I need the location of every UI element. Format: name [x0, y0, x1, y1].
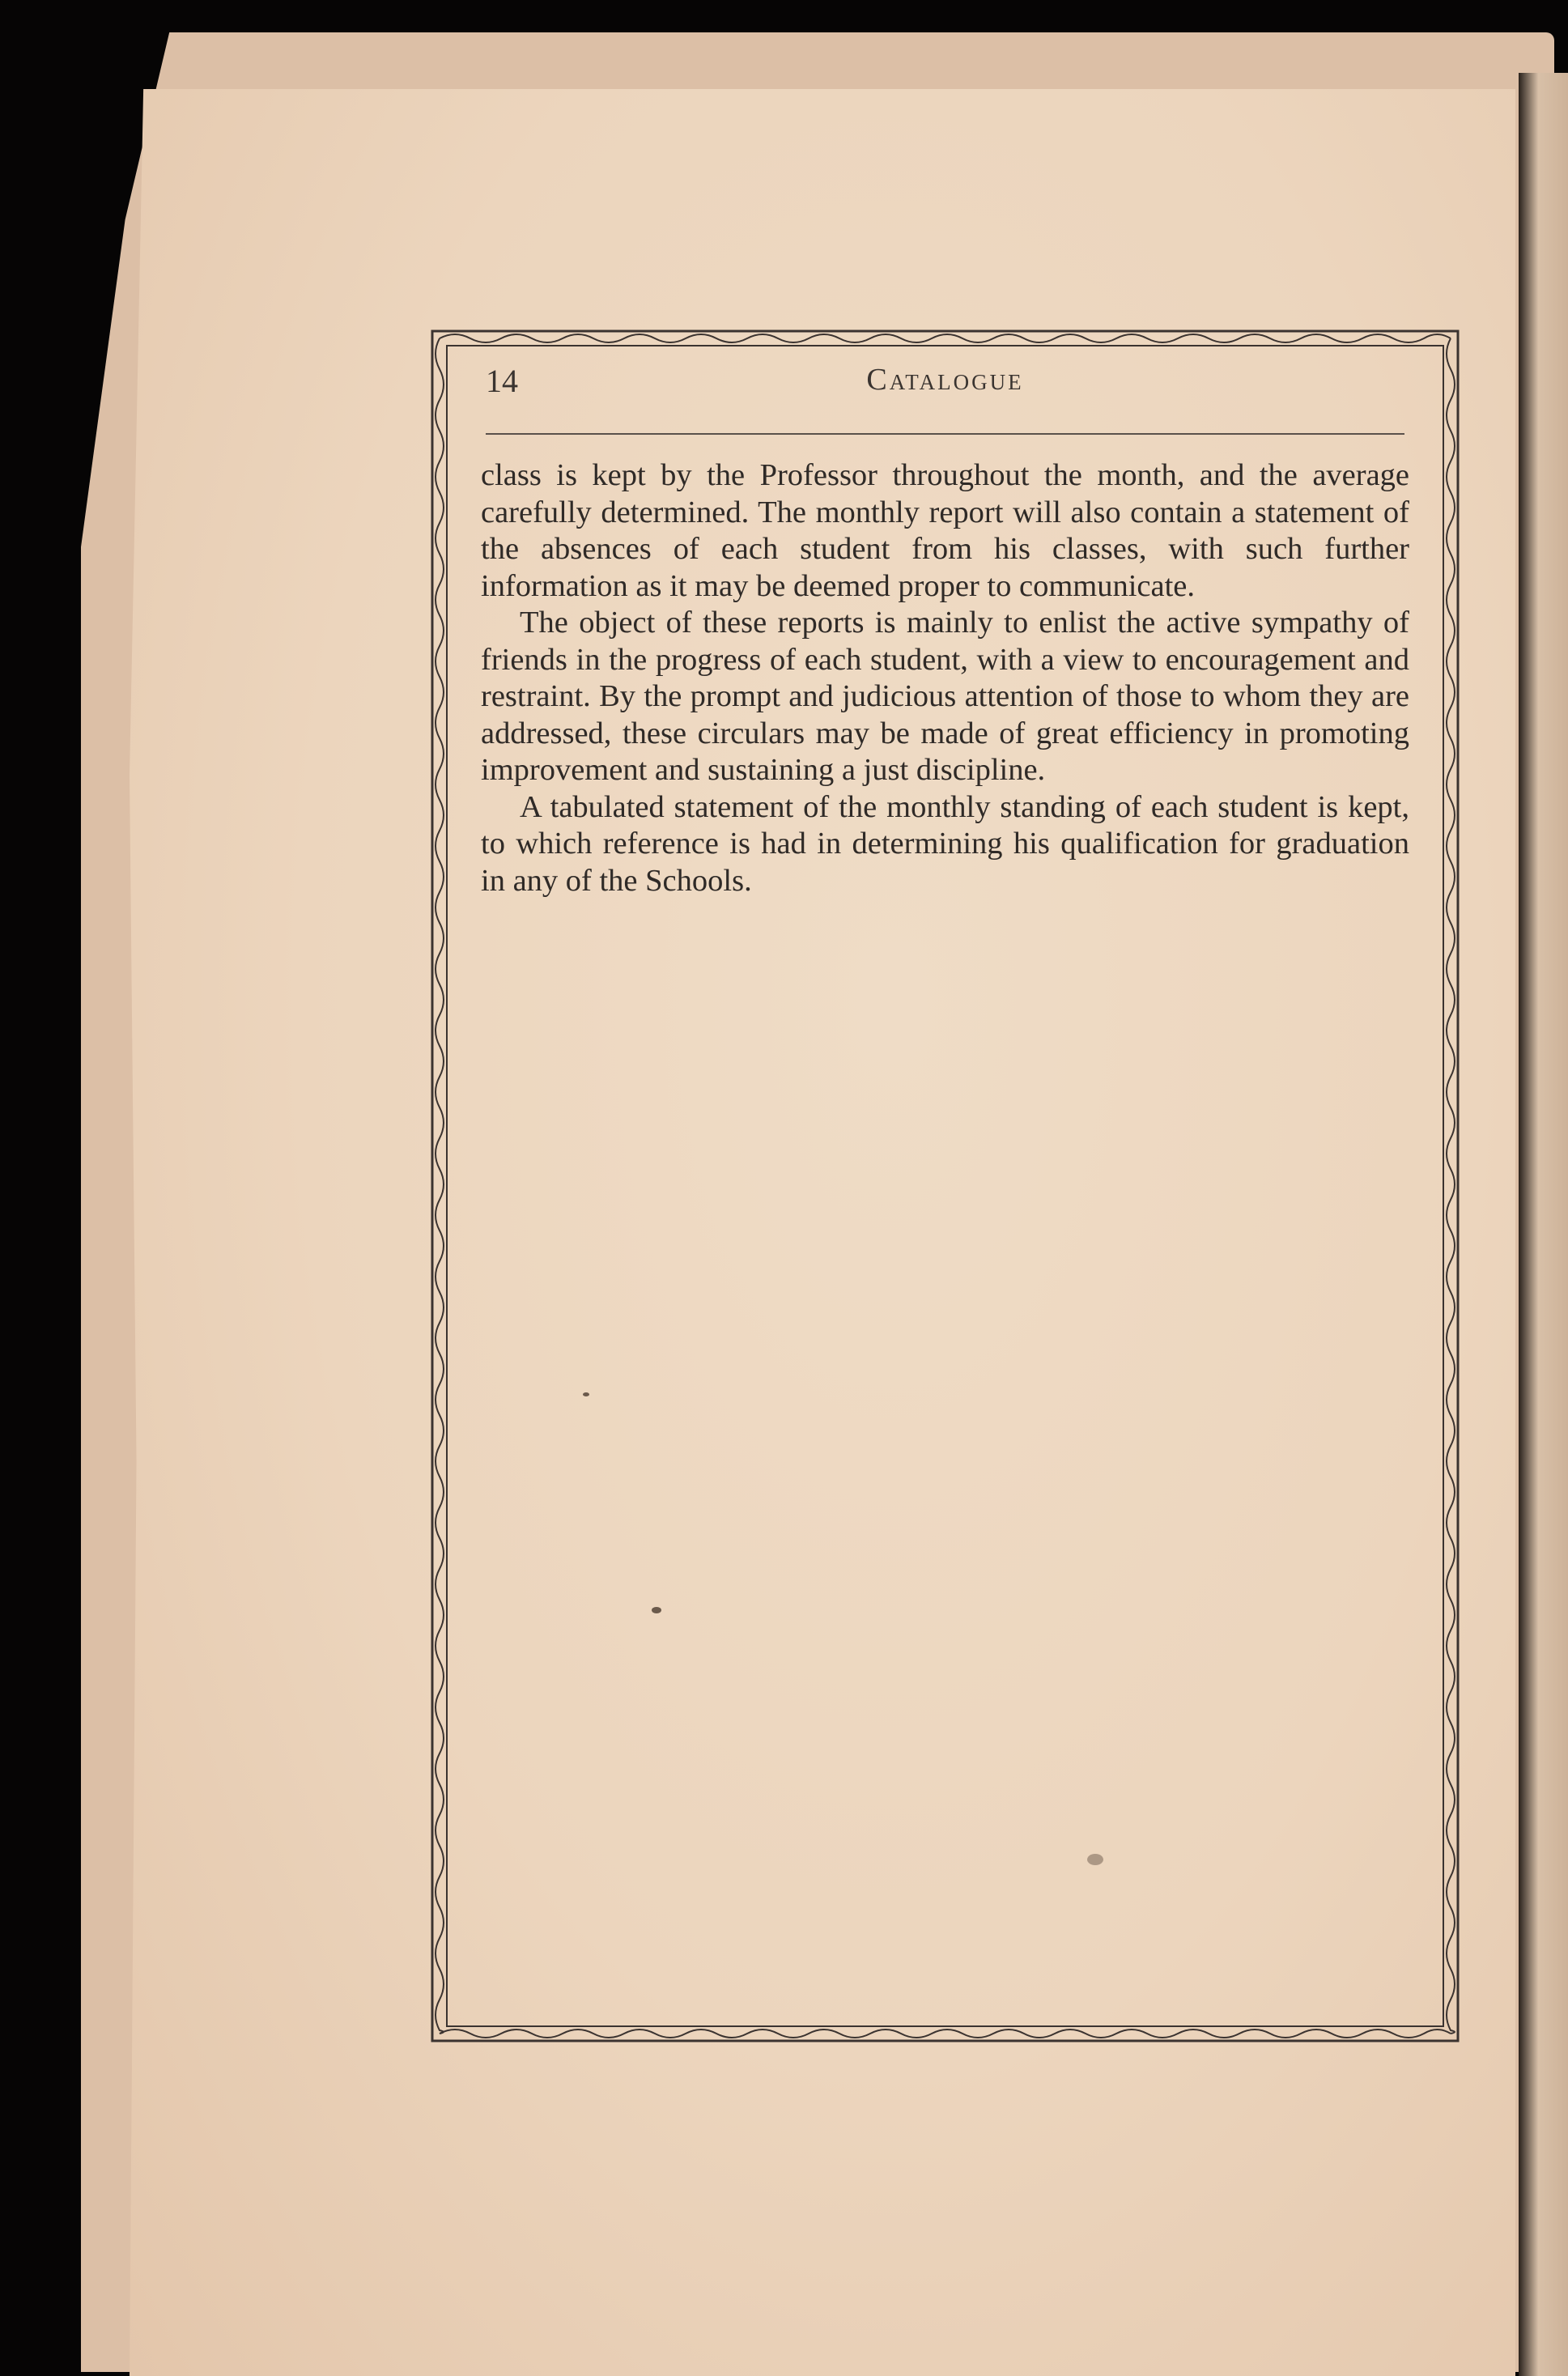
header-rule — [486, 433, 1404, 435]
section-title: Catalogue — [866, 363, 1024, 397]
paper-speck — [583, 1392, 589, 1396]
paper-speck — [652, 1607, 661, 1613]
ornamental-border — [429, 328, 1461, 2044]
paragraph: A tabulated statement of the monthly standing of each student is kept, to which reference is had in determining his qualification for graduation in any of the Schools. — [481, 789, 1409, 898]
page-number: 14 — [486, 363, 518, 399]
facing-page-edge — [1519, 73, 1568, 2376]
paper-speck — [1087, 1854, 1103, 1865]
body-text — [481, 457, 1409, 899]
paragraph: class is kept by the Professor throughout the month, and the average carefully determined. The monthly report will also contain a statement of the absences of each student from his classes, with such further information as it may be deemed proper to communicate. — [481, 458, 1409, 603]
paragraph: The object of these reports is mainly to enlist the active sympathy of friends in the progress of each student, with a view to encouragement and restraint. By the prompt and judicious attention of those to whom they are addressed, these circulars may be made of great efficiency in promoting improvement and sustaining a just discipline. — [481, 606, 1409, 787]
running-head — [486, 362, 1404, 410]
